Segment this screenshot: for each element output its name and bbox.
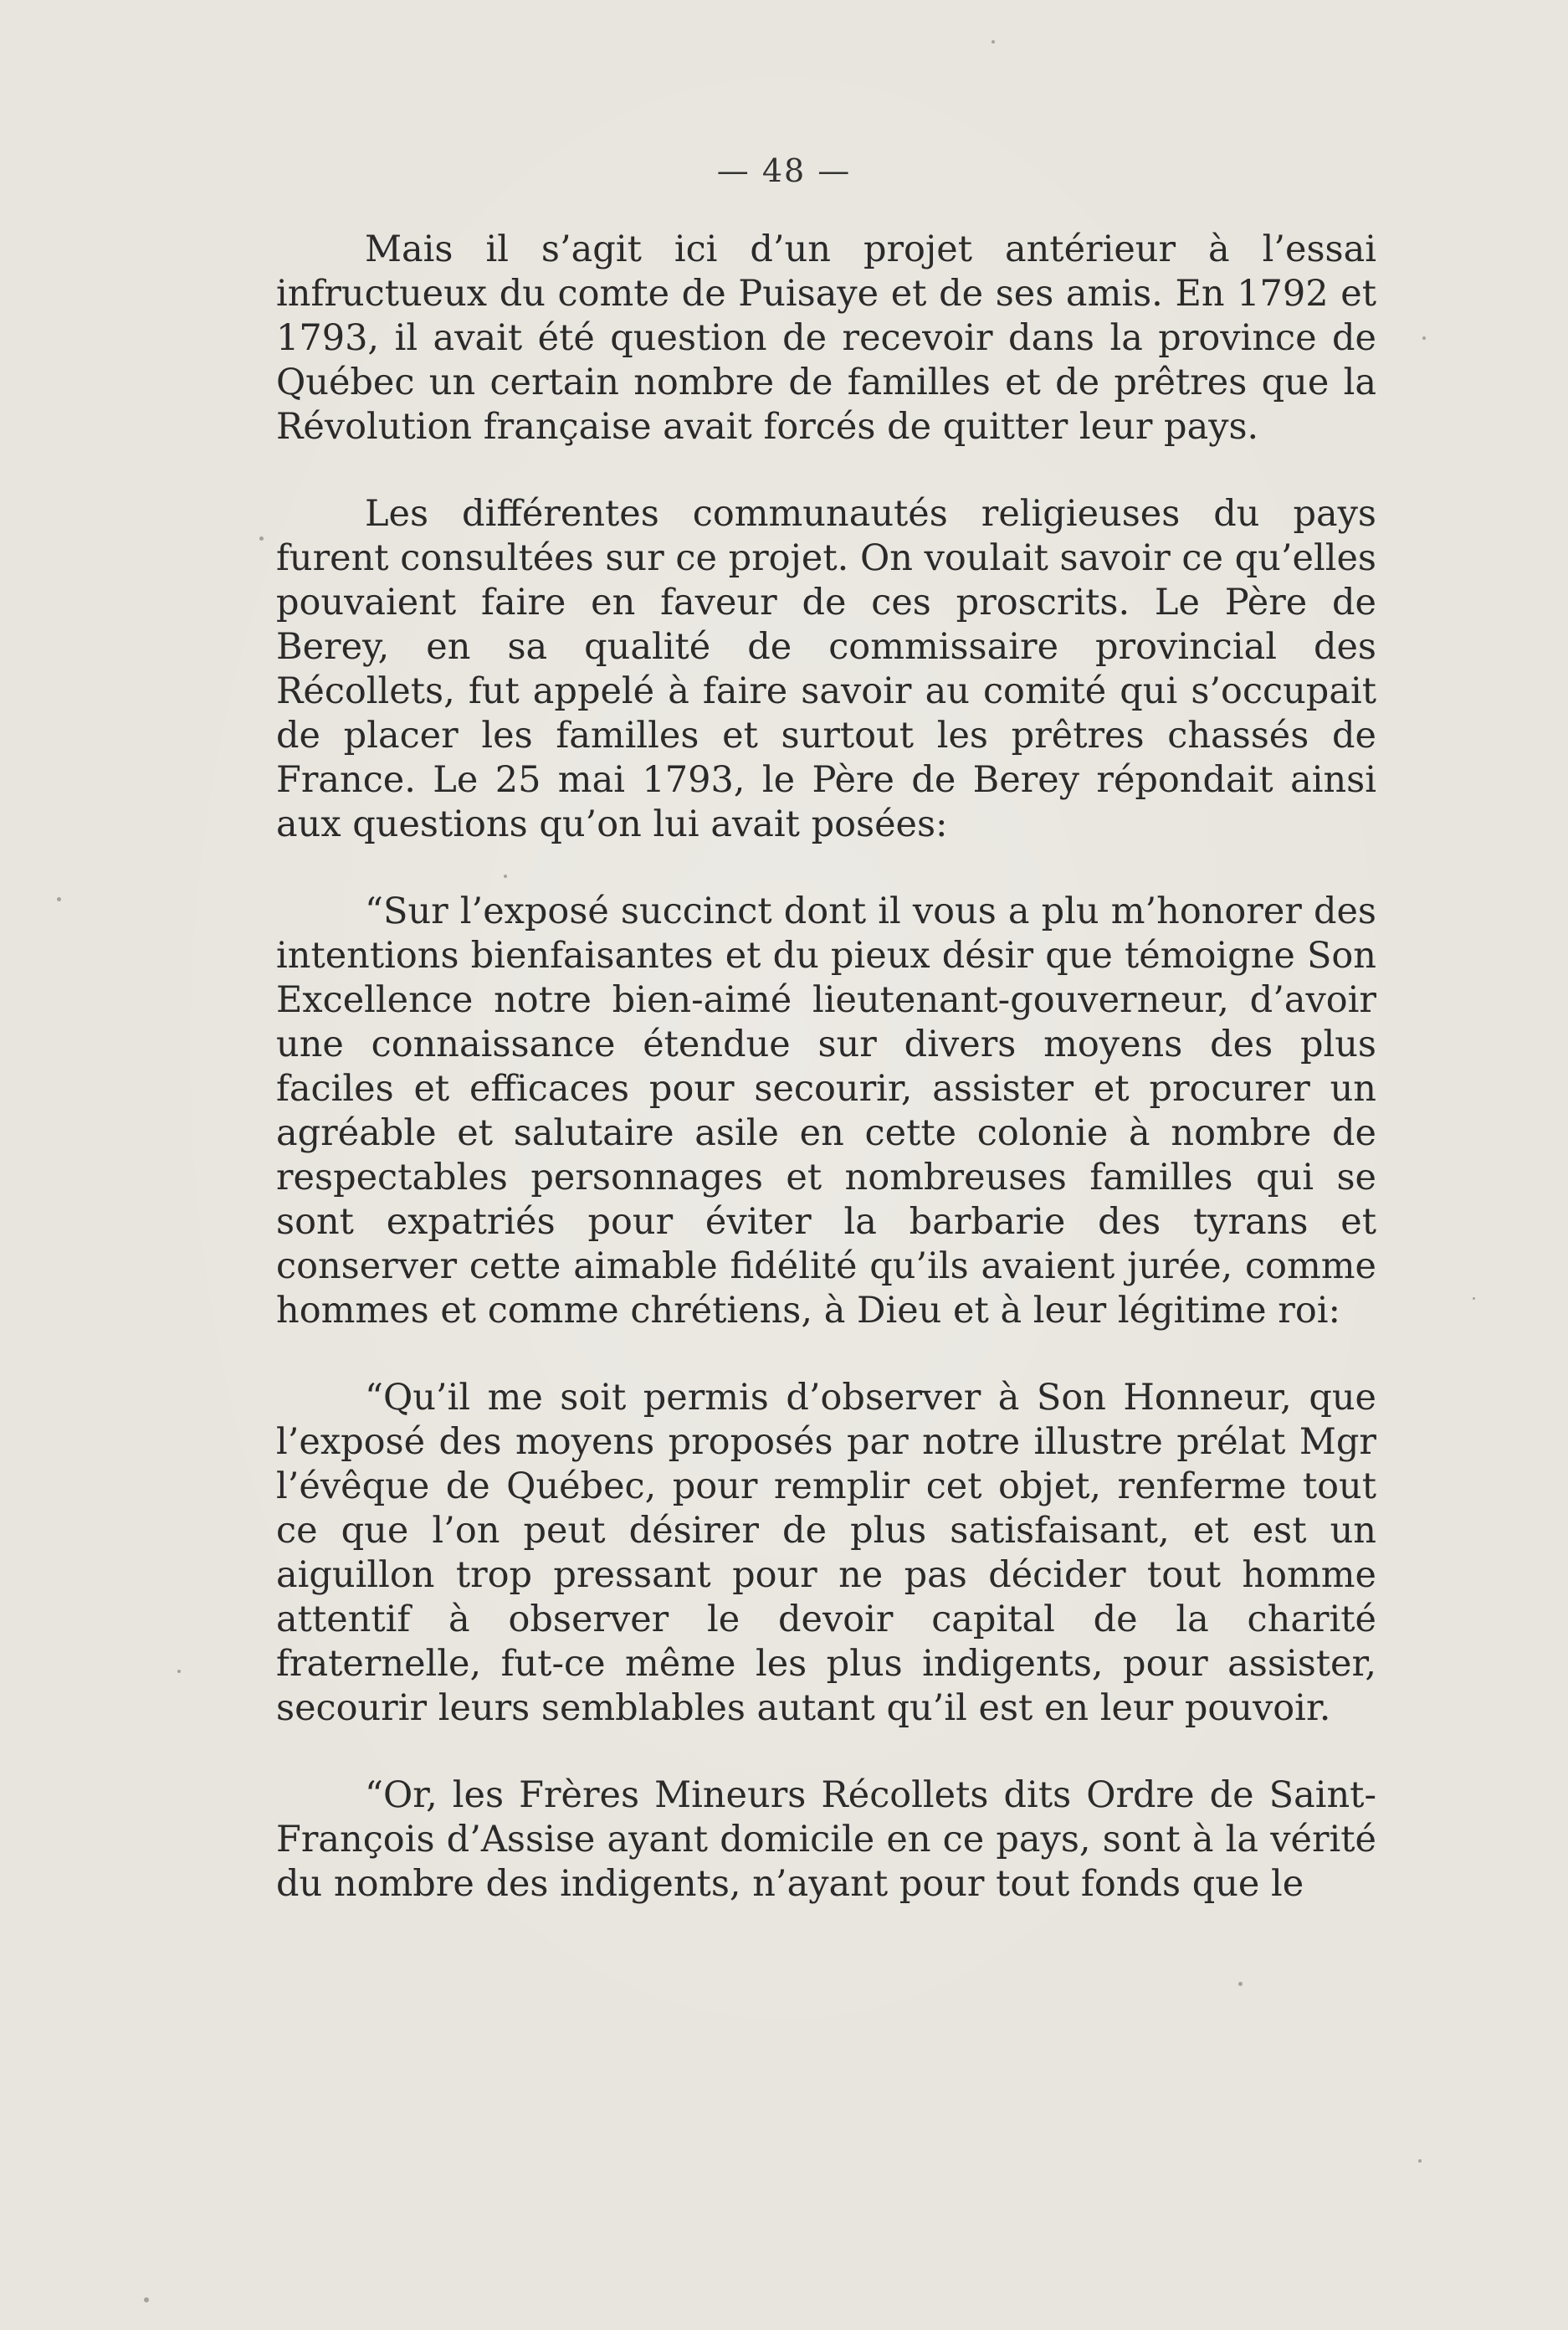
paper-speck [57,897,61,901]
paper-speck [144,2297,149,2302]
paragraph-quote-freres: “Or, les Frères Mineurs Récollets dits Ordre de Saint-François d’Assise ayant domicile en ce pays, sont à la vérité du nombre des indigents, n’ayant pour tout fonds que le [276,1774,1376,1905]
page-number: — 48 — [716,152,852,189]
paragraph-quote-exposé: “Sur l’exposé succinct dont il vous a plu m’honorer des intentions bienfaisantes et du pieux désir que témoigne Son Excellence notre bien-aimé lieutenant-gouverneur, d’avoir une connaissance étendue sur divers moyens des plus faciles et efficaces pour secourir, assister et procurer un agréable et salutaire asile en cette colonie à nombre de respectables personnages et nombreuses familles qui se sont expatriés pour éviter la barbarie des tyrans et conserver cette aimable fidélité qu’ils avaient jurée, comme hommes et comme chrétiens, à Dieu et à leur légitime roi: [276,890,1376,1332]
paper-speck [1422,336,1426,340]
paper-speck [1418,2159,1422,2163]
paragraph-quote-honneur: “Qu’il me soit permis d’observer à Son Honneur, que l’exposé des moyens proposés par notre illustre prélat Mgr l’évêque de Québec, pour remplir cet objet, renferme tout ce que l’on peut désirer de plus satisfaisant, et est un aiguillon trop pressant pour ne pas décider tout homme attentif à observer le devoir capital de la charité fraternelle, fut-ce même les plus indigents, pour assister, secourir leurs semblables autant qu’il est en leur pouvoir. [276,1377,1376,1729]
paper-speck [1473,1297,1475,1300]
paper-speck [1238,1982,1243,1986]
paragraph-communities: Les différentes communautés religieuses du pays furent consultées sur ce projet. On voulait savoir ce qu’elles pouvaient faire en faveur de ces proscrits. Le Père de Berey, en sa qualité de commissaire provincial des Récollets, fut appelé à faire savoir au comité qui s’occupait de placer les familles et surtout les prêtres chassés de France. Le 25 mai 1793, le Père de Berey répondait ainsi aux questions qu’on lui avait posées: [276,493,1376,845]
body-text [276,228,1376,1907]
paragraph-intro: Mais il s’agit ici d’un projet antérieur à l’essai infructueux du comte de Puisaye et de ses amis. En 1792 et 1793, il avait été question de recevoir dans la province de Québec un certain nombre de familles et de prêtres que la Révolution française avait forcés de quitter leur pays. [276,228,1376,448]
paper-speck [259,536,264,541]
paper-speck [177,1670,181,1673]
paper-speck [504,875,507,878]
paper-speck [992,40,995,44]
